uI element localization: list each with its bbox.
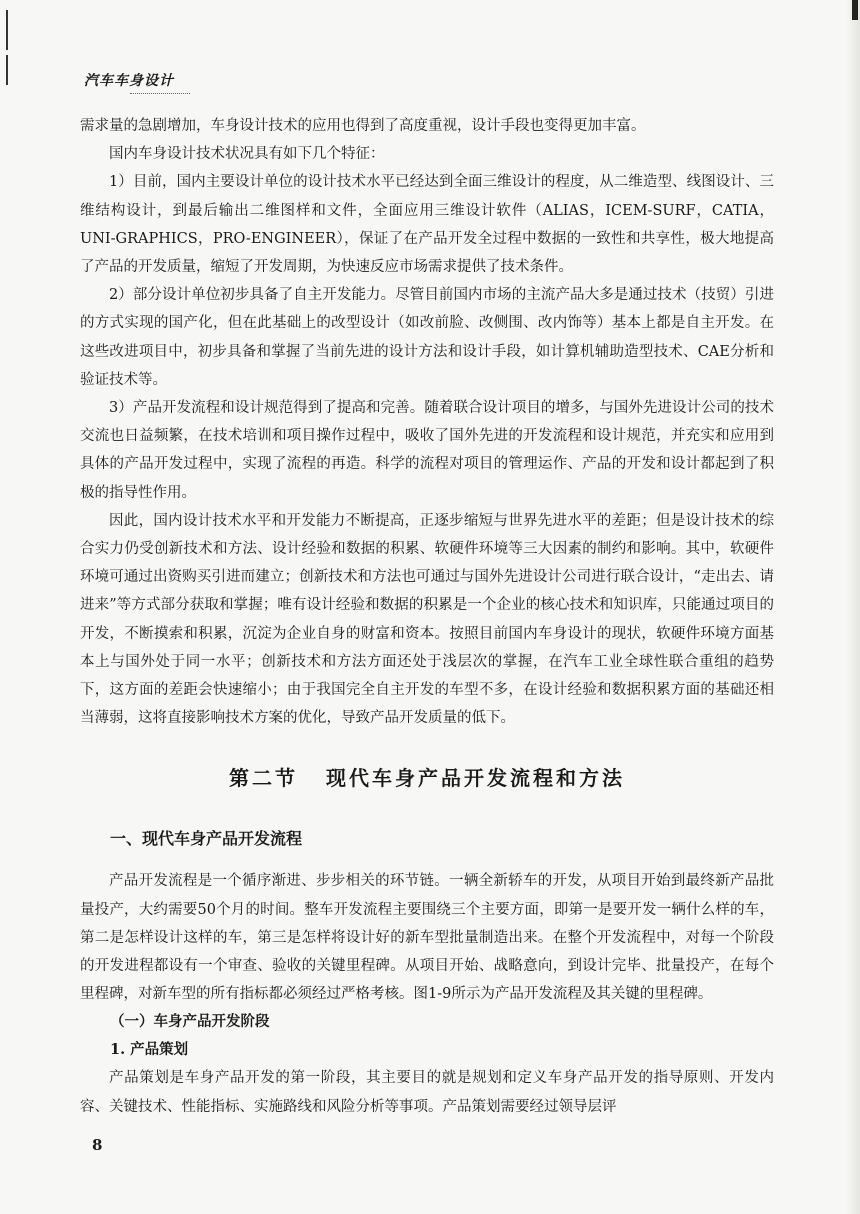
body-paragraph: 2）部分设计单位初步具备了自主开发能力。尽管目前国内市场的主流产品大多是通过技术（技贸）引进的方式实现的国产化，但在此基础上的改型设计（如改前脸、改侧围、改内饰等）基本上都是自主开发。在这些改进项目中，初步具备和掌握了当前先进的设计方法和设计手段，如计算机辅助造型技术、CAE分析和验证技术等。 bbox=[80, 287, 774, 388]
binding-mark bbox=[6, 10, 8, 50]
subsubsection-heading: （一）车身产品开发阶段 bbox=[110, 1013, 270, 1031]
subsection-heading: 一、现代车身产品开发流程 bbox=[110, 829, 303, 849]
section-number: 第二节 bbox=[229, 766, 298, 791]
body-paragraph: 需求量的急剧增加，车身设计技术的应用也得到了高度重视，设计手段也变得更加丰富。 bbox=[80, 118, 646, 134]
body-paragraph: 1）目前，国内主要设计单位的设计技术水平已经达到全面三维设计的程度，从二维造型、线图设计、三维结构设计，到最后输出二维图样和文件，全面应用三维设计软件（ALIAS，ICEM-SURF，CATIA，UNI-GRAPHICS，PRO-ENGINEER），保证了在产品开发全过程中数据的一致性和共享性，极大地提高了产品的开发质量，缩短了开发周期，为快速反应市场需求提供了技术条件。 bbox=[80, 174, 774, 276]
page-edge-shadow bbox=[846, 0, 860, 1214]
page-number: 8 bbox=[92, 1136, 103, 1154]
body-paragraph: 因此，国内设计技术水平和开发能力不断提高，正逐步缩短与世界先进水平的差距；但是设计技术的综合实力仍受创新技术和方法、设计经验和数据的积累、软硬件环境等三大因素的制约和影响。其中，软硬件环境可通过出资购买引进而建立；创新技术和方法也可通过与国外先进设计公司进行联合设计，“走出去、请进来”等方式部分获取和掌握；唯有设计经验和数据的积累是一个企业的核心技术和知识库，只能通过项目的开发，不断摸索和积累，沉淀为企业自身的财富和资本。按照目前国内车身设计的现状，软硬件环境方面基本上与国外处于同一水平；创新技术和方法方面还处于浅层次的掌握，在汽车工业全球性联合重组的趋势下，这方面的差距会快速缩小；由于我国完全自主开发的车型不多，在设计经验和数据积累方面的基础还相当薄弱，这将直接影响技术方案的优化，导致产品开发质量的低下。 bbox=[80, 512, 774, 727]
body-paragraph: 产品开发流程是一个循序渐进、步步相关的环节链。一辆全新轿车的开发，从项目开始到最终新产品批量投产，大约需要50个月的时间。整车开发流程主要围绕三个主要方面，即第一是要开发一辆什么样的车，第二是怎样设计这样的车，第三是怎样将设计好的新车型批量制造出来。在整个开发流程中，对每一个阶段的开发进程都设有一个审查、验收的关键里程碑。从项目开始、战略意向，到设计完毕、批量投产，在每个里程碑，对新车型的所有指标都必须经过严格考核。图1-9所示为产品开发流程及其关键的里程碑。 bbox=[80, 873, 774, 1003]
page-edge-mark bbox=[852, 0, 858, 20]
body-paragraph: 3）产品开发流程和设计规范得到了提高和完善。随着联合设计项目的增多，与国外先进设计公司的技术交流也日益频繁，在技术培训和项目操作过程中，吸收了国外先进的开发流程和设计规范，并充实和应用到具体的产品开发过程中，实现了流程的再造。科学的流程对项目的管理运作、产品的开发和设计都起到了积极的指导性作用。 bbox=[80, 400, 774, 501]
header-rule bbox=[130, 93, 190, 94]
section-title-text: 现代车身产品开发流程和方法 bbox=[326, 766, 625, 791]
body-paragraph: 国内车身设计技术状况具有如下几个特征： bbox=[109, 146, 385, 163]
running-header: 汽车车身设计 bbox=[84, 73, 174, 89]
body-paragraph: 产品策划是车身产品开发的第一阶段，其主要目的就是规划和定义车身产品开发的指导原则、开发内容、关键技术、性能指标、实施路线和风险分析等事项。产品策划需要经过领导层评 bbox=[80, 1070, 774, 1115]
item-heading: 1. 产品策划 bbox=[110, 1041, 189, 1059]
page-content bbox=[80, 112, 774, 1121]
section-title bbox=[80, 762, 774, 791]
binding-mark bbox=[6, 55, 8, 85]
